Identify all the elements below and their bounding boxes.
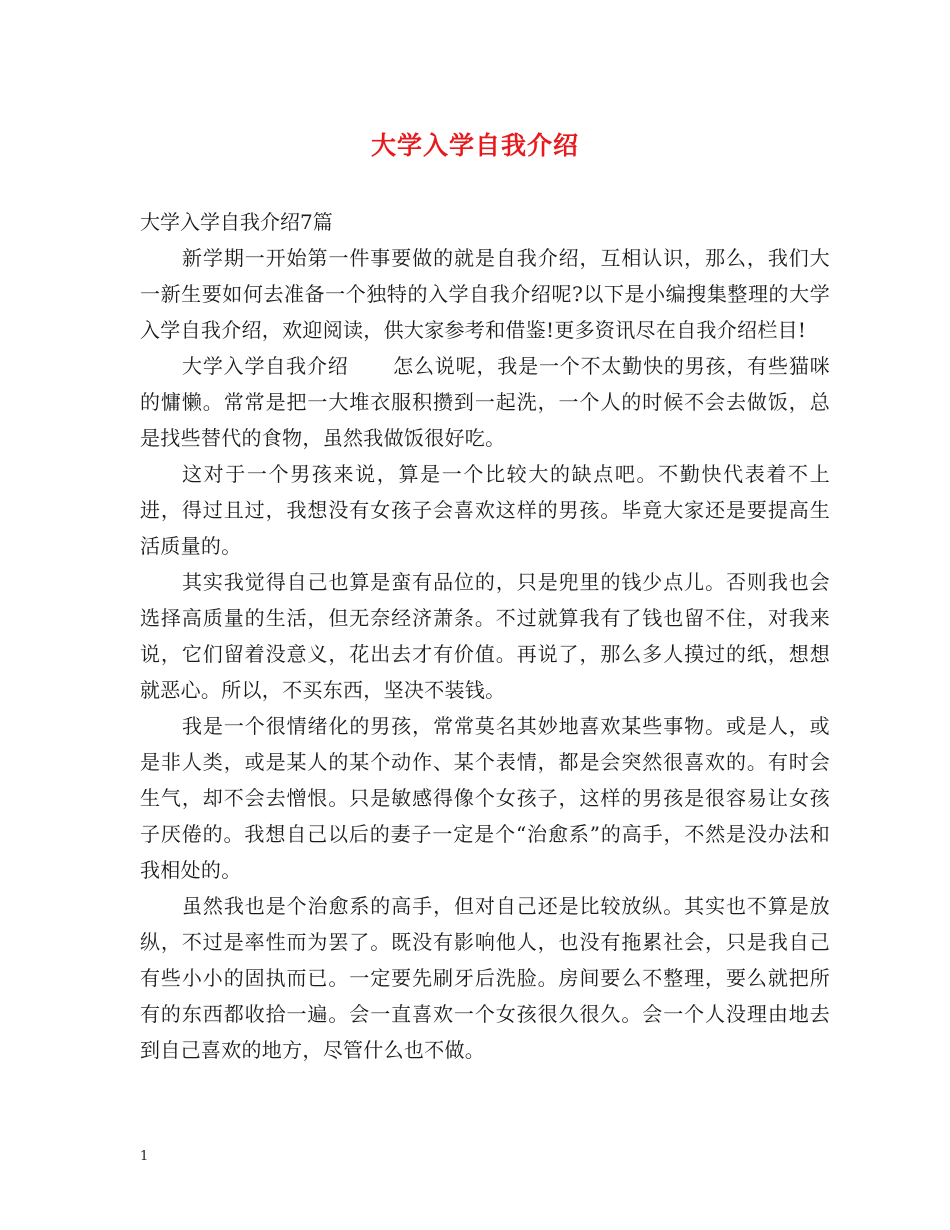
section-text: 怎么说呢，我是一个不太勤快的男孩，有些猫咪的慵懒。常常是把一大堆衣服积攒到一起洗，一个人的时候不会去做饭，总是找些替代的食物，虽然我做饭很好吃。 — [140, 354, 830, 450]
document-title: 大学入学自我介绍 — [370, 131, 579, 160]
paragraph-5: 虽然我也是个治愈系的高手，但对自己还是比较放纵。其实也不算是放纵，不过是率性而为罢了。既没有影响他人，也没有拖累社会，只是我自己有些小小的固执而已。一定要先刷牙后洗脸。房间要么不整理，要么就把所有的东西都收拾一遍。会一直喜欢一个女孩很久很久。会一个人没理由地去到自己喜欢的地方，尽管什么也不做。 — [140, 894, 830, 1062]
document-body — [140, 240, 830, 1068]
page-number: 1 — [140, 1149, 149, 1164]
paragraph-4: 我是一个很情绪化的男孩，常常莫名其妙地喜欢某些事物。或是人，或是非人类，或是某人的某个动作、某个表情，都是会突然很喜欢的。有时会生气，却不会去憎恨。只是敏感得像个女孩子，这样的男孩是很容易让女孩子厌倦的。我想自己以后的妻子一定是个“治愈系”的高手，不然是没办法和我相处的。 — [140, 714, 830, 882]
paragraph-3: 其实我觉得自己也算是蛮有品位的，只是兜里的钱少点儿。否则我也会选择高质量的生活，但无奈经济萧条。不过就算我有了钱也留不住，对我来说，它们留着没意义，花出去才有价值。再说了，那么多人摸过的纸，想想就恶心。所以，不买东西，坚决不装钱。 — [140, 570, 830, 702]
paragraph-intro: 新学期一开始第一件事要做的就是自我介绍，互相认识，那么，我们大一新生要如何去准备一个独特的入学自我介绍呢?以下是小编搜集整理的大学入学自我介绍，欢迎阅读，供大家参考和借鉴!更多资讯尽在自我介绍栏目! — [140, 246, 830, 342]
paragraph-2: 这对于一个男孩来说，算是一个比较大的缺点吧。不勤快代表着不上进，得过且过，我想没有女孩子会喜欢这样的男孩。毕竟大家还是要提高生活质量的。 — [140, 462, 830, 558]
section-heading: 大学入学自我介绍 — [182, 354, 349, 378]
paragraph-section-start — [140, 348, 830, 456]
document-subtitle: 大学入学自我介绍7篇 — [140, 210, 333, 234]
